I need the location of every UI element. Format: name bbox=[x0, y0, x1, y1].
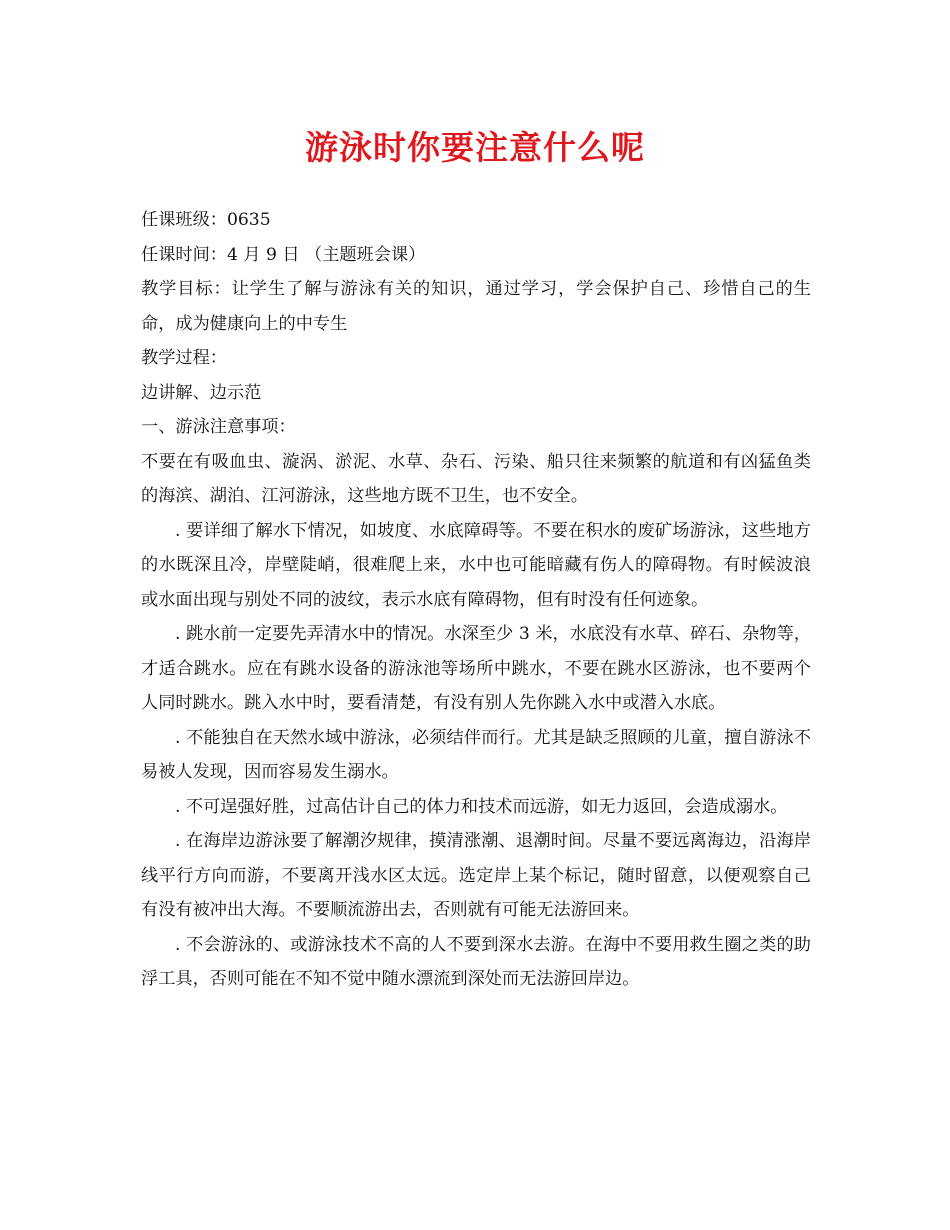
document-body bbox=[141, 203, 811, 997]
class-line: 任课班级：0635 bbox=[141, 210, 271, 230]
section-heading: 一、游泳注意事项： bbox=[141, 417, 296, 437]
paragraph: . 不可逞强好胜，过高估计自己的体力和技术而远游，如无力返回，会造成溺水。 bbox=[175, 796, 788, 817]
paragraph: . 不会游泳的、或游泳技术不高的人不要到深水去游。在海中不要用救生圈之类的助浮工具，否则可能在不知不觉中随水漂流到深处而无法游回岸边。 bbox=[141, 934, 811, 989]
paragraph: . 在海岸边游泳要了解潮汐规律，摸清涨潮、退潮时间。尽量不要远离海边，沿海岸线平行方向而游，不要离开浅水区太远。选定岸上某个标记，随时留意，以便观察自己有没有被冲出大海。不要顺流游出去，否则就有可能无法游回来。 bbox=[141, 831, 811, 920]
goal-line: 教学目标：让学生了解与游泳有关的知识，通过学习，学会保护自己、珍惜自己的生命，成为健康向上的中专生 bbox=[141, 279, 811, 334]
process-heading: 教学过程： bbox=[141, 348, 227, 368]
paragraph: 不要在有吸血虫、漩涡、淤泥、水草、杂石、污染、船只往来频繁的航道和有凶猛鱼类的海滨、湖泊、江河游泳，这些地方既不卫生，也不安全。 bbox=[141, 451, 811, 506]
method-line: 边讲解、边示范 bbox=[141, 382, 262, 403]
time-line: 任课时间：4 月 9 日 （主题班会课） bbox=[141, 244, 426, 265]
document-title: 游泳时你要注意什么呢 bbox=[305, 128, 645, 167]
paragraph: . 跳水前一定要先弄清水中的情况。水深至少 3 米，水底没有水草、碎石、杂物等，才适合跳水。应在有跳水设备的游泳池等场所中跳水，不要在跳水区游泳，也不要两个人同时跳水。跳入水中时，要看清楚，有没有别人先你跳入水中或潜入水底。 bbox=[141, 624, 811, 713]
paragraph: . 不能独自在天然水域中游泳，必须结伴而行。尤其是缺乏照顾的儿童，擅自游泳不易被人发现，因而容易发生溺水。 bbox=[141, 727, 811, 782]
paragraph: . 要详细了解水下情况，如坡度、水底障碍等。不要在积水的废矿场游泳，这些地方的水既深且冷，岸壁陡峭，很难爬上来，水中也可能暗藏有伤人的障碍物。有时候波浪或水面出现与别处不同的波纹，表示水底有障碍物，但有时没有任何迹象。 bbox=[141, 520, 811, 610]
